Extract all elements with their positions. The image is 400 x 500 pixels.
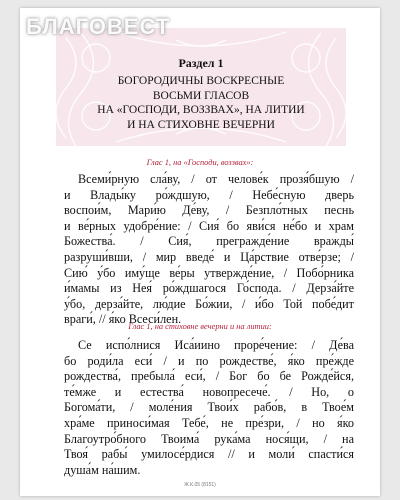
watermark-logo: БЛАГОВЕСТ — [26, 14, 171, 39]
text-line: рождества́, пребыла́ еси́, / Бог бо бе Рожде́йся, — [64, 369, 354, 384]
text-line: Сию́ у́бо иму́ще ве́ры утвержде́ние, / Побо́рника — [64, 265, 354, 280]
section-title — [56, 74, 346, 132]
text-line: душа́м на́шим. — [64, 462, 141, 477]
text-line: и ве́рных удобре́ние: / Сия́ бо яви́ся не́бо и храм — [64, 218, 354, 233]
text-line: и Влады́ку ро́ждшую, / Небе́сную дверь — [64, 187, 354, 202]
section-title-line: БОГОРОДИЧНЫ ВОСКРЕСНЫЕ — [117, 75, 285, 87]
page-footer: Ж.К.05 (8151) — [184, 482, 216, 488]
text-line: бо роди́ла еси́ / и по рождестве́, я́ко пре́жде — [64, 353, 354, 368]
tone-heading: Глас 1, на стиховне вечерни и на литии: — [128, 322, 272, 331]
section-banner — [56, 28, 346, 146]
text-line: воспои́м, Мари́ю Де́ву, / Безпло́тных песнь — [64, 203, 354, 218]
text-line: враги́, // я́ко Всеси́лен. — [64, 312, 182, 327]
section-title-line: ВОСЬМИ ГЛАСОВ — [152, 89, 250, 102]
hymn-text — [64, 338, 354, 478]
text-line: Всеми́рную сла́ву, / от челове́к прозя́бшую / — [78, 172, 354, 186]
text-line: Божества́. / Сия́, прегражде́ние вражды́ — [64, 234, 354, 249]
text-line: хра́ме приноси́мая Тебе́, не пре́зри, / но я́ко — [64, 415, 354, 430]
text-line: и́мамы из Нея́ ро́ждшагося Го́спода. / Дерза́йте — [64, 281, 354, 296]
text-line: разруши́вши, / мир введе́ и Ца́рствие отве́рзе; / — [64, 249, 354, 264]
book-page — [20, 8, 380, 496]
text-line: те́мже и естества́ новопресече́. / Но, о — [64, 384, 354, 399]
text-line: Твоя́ рабы́ умилосе́рдися // и моли́ спасти́ся — [64, 447, 354, 462]
text-line: у́бо, дерза́йте, лю́дие Бо́жии, / и́бо Той побе́дит — [64, 296, 354, 311]
section-number: Раздел 1 — [178, 56, 224, 70]
hymn-text — [64, 172, 354, 328]
text-line: Се испо́лнися Иса́иино проре́чение: / Де́ва — [78, 338, 354, 352]
section-title-line: НА «ГОСПОДИ, ВОЗЗВАХ», НА ЛИТИИ — [97, 104, 305, 116]
section-title-line: И НА СТИХОВНЕ ВЕЧЕРНИ — [127, 118, 275, 131]
text-line: Богома́ти, / моле́ния Твои́х рабо́в, в Твое́м — [64, 400, 354, 415]
text-line: Благоутро́бного Твоима́ рука́ма нося́щи, / на — [64, 431, 354, 446]
tone-heading: Глас 1, на «Господи, воззвах»: — [146, 158, 254, 167]
